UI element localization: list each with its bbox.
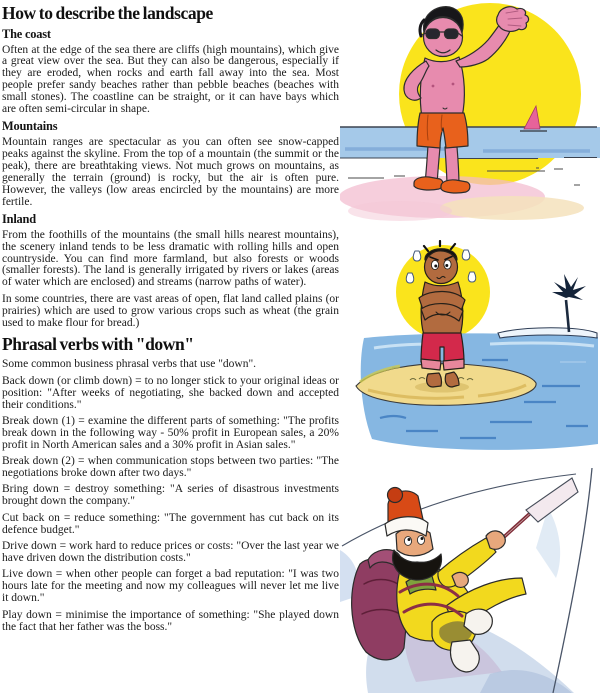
climber-illustration [340,464,600,693]
distant-island [498,274,597,338]
subheading-inland: Inland [2,212,36,227]
subheading-coast: The coast [2,26,51,41]
beach-illustration [340,0,600,236]
phrasal-entry-live-down: Live down = when other people can forget a bad reputation: "I was two hours late for the meeting and now my colleagues will never let me live it down." [2,568,339,605]
phrasal-entry-break-down-2: Break down (2) = when communication stops between two parties: "The negotiations broke down after two days." [2,455,339,480]
paragraph-coast: Often at the edge of the sea there are cliffs (high mountains), which give a great view over the sea. But they can also be dangerous, especially if they are eroded, when rocks and earth fall away into the sea. Most people prefer sandy beaches rather than pebble beaches (beaches with small stones). The coastline can be straight, or it can have bays which are often semi-circular in shape. [2,43,339,116]
heading-landscape: How to describe the landscape [2,3,213,23]
phrasal-entry-break-down-1: Break down (1) = examine the different parts of something: "The profits break down in the following way - 50% profit in European sales, a 20% profit in North American sales and a 30% profit in Asian sales." [2,414,339,451]
paragraph-inland-1: From the foothills of the mountains (the small hills nearest mountains), the scenery inland tends to be less dramatic with rolling hills and open countryside. You can find more farmland, but also forests or woods (smaller forests). The land is generally irrigated by rivers or lakes (areas of water which are enclosed) and streams (narrow paths of water). [2,228,339,289]
phrasal-entry-back-down: Back down (or climb down) = to no longer stick to your original ideas or position: "After weeks of negotiating, she backed down and accepted their conditions." [2,374,339,411]
heading-phrasal-verbs: Phrasal verbs with "down" [2,334,194,355]
island-illustration [340,240,600,464]
bobble-hat [385,488,428,537]
subheading-mountains: Mountains [2,119,58,134]
paragraph-mountains: Mountain ranges are spectacular as you can often see snow-capped peaks against the skyline. From the top of a mountain (the summit or the peak), there are breathtaking views. Not much grows on mountains, as generally the terrain (ground) is rocky, but the air is often pure. However, the valleys (low areas encircled by the mountains) are more fertile. [2,136,339,208]
paragraph-phrasal-intro: Some common business phrasal verbs that use "down". [2,358,257,371]
sea [340,127,600,159]
phrasal-entry-cut-back-on: Cut back on = reduce something: "The government has cut back on its defence budget." [2,511,339,536]
article-column [2,4,339,638]
sea-band [340,127,600,158]
phrasal-entry-drive-down: Drive down = work hard to reduce prices or costs: "Over the last year we have driven down the distribution costs." [2,540,339,565]
upper-hand [486,531,505,549]
phrasal-entry-play-down: Play down = minimise the importance of something: "She played down the fact that her father was the boss." [2,608,339,633]
phrasal-entry-bring-down: Bring down = destroy something: "A series of disastrous investments brought down the company." [2,483,339,508]
palm-tree-icon [566,300,569,332]
paragraph-inland-2: In some countries, there are vast areas of open, flat land called plains (or prairies) which are used to grow various crops such as wheat (the grain used to make flour for bread.) [2,292,339,329]
